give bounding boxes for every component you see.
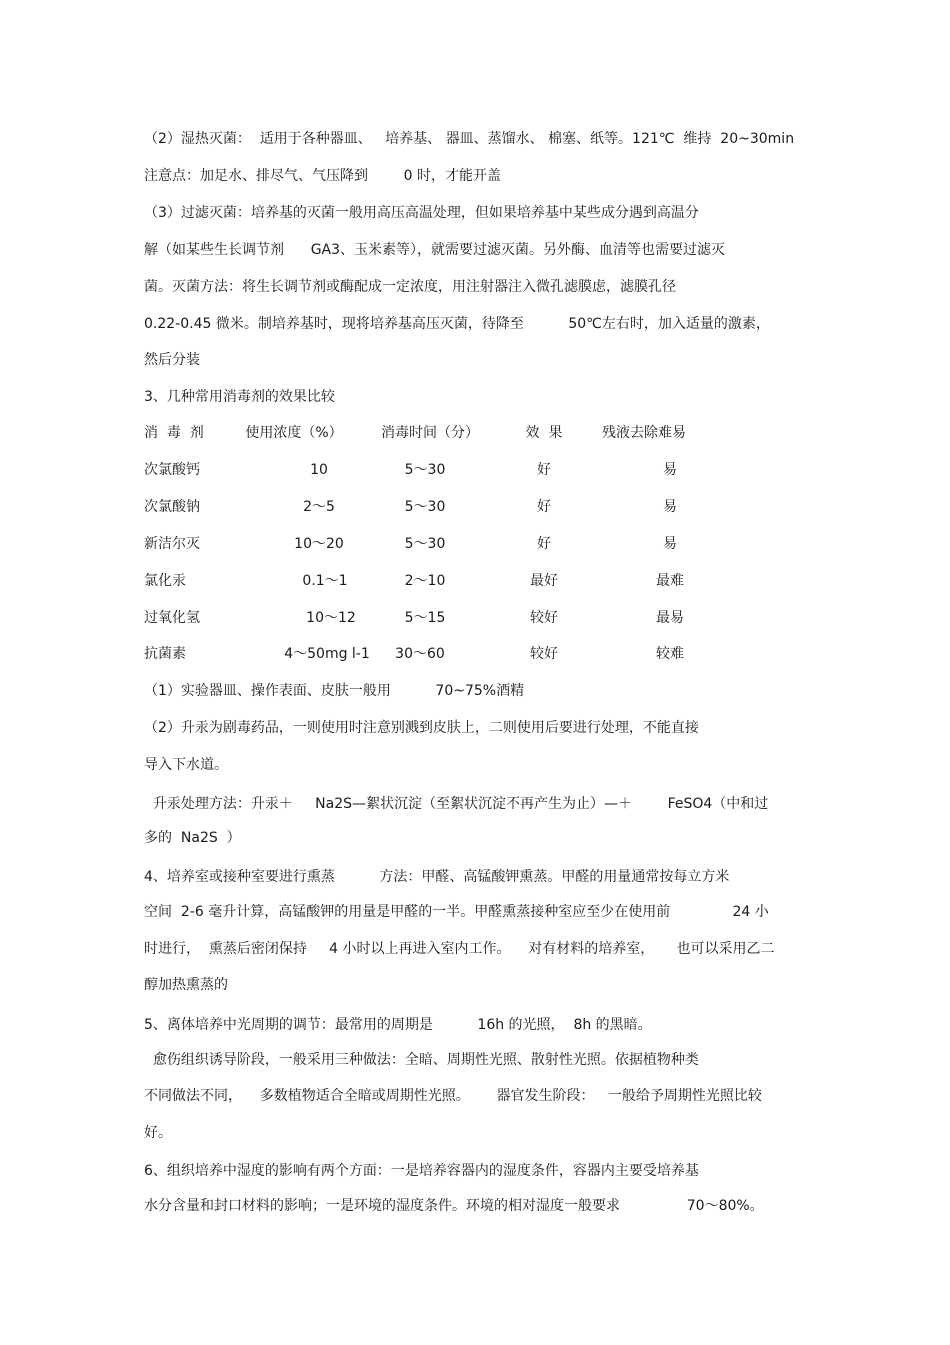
cell-name: 过氧化氢 <box>144 610 200 626</box>
cell-name: 氯化汞 <box>144 573 186 589</box>
cell-time: 30～60 <box>395 646 445 662</box>
cell-name: 抗菌素 <box>144 646 186 662</box>
text-line-alcohol: （1）实验器皿、操作表面、皮肤一般用 70~75%酒精 <box>144 683 525 699</box>
text-line-humidity-requirement: 水分含量和封口材料的影响；一是环境的湿度条件。环境的相对湿度一般要求 70～80%。 <box>144 1198 764 1214</box>
section-heading-humidity: 6、组织培养中湿度的影响有两个方面：一是培养容器内的湿度条件，容器内主要受培养基 <box>144 1163 699 1179</box>
text-line-mercury-treatment: 升汞处理方法：升汞＋ Na2S—絮状沉淀（至絮状沉淀不再产生为止）—＋ FeSO4（中和过 <box>144 796 769 812</box>
text-line-mercury-warning: （2）升汞为剧毒药品，一则使用时注意别溅到皮肤上，二则使用后要进行处理，不能直接 <box>144 720 699 736</box>
text-line-sterilization-method: 菌。灭菌方法：将生长调节剂或酶配成一定浓度，用注射器注入微孔滤膜虑，滤膜孔径 <box>144 279 676 295</box>
cell-residue: 易 <box>663 462 677 478</box>
cell-concentration: 4～50mg l-1 <box>284 646 370 662</box>
text-line-callus-induction: 愈伤组织诱导阶段，一般采用三种做法：全暗、周期性光照、散射性光照。依据植物种类 <box>144 1052 699 1068</box>
cell-name: 次氯酸钠 <box>144 499 200 515</box>
cell-effect: 好 <box>537 536 551 552</box>
cell-time: 5～30 <box>404 499 446 515</box>
text-line-precautions: 注意点：加足水、排尽气、气压降到 0 时，才能开盖 <box>144 168 501 184</box>
header-time: 消毒时间（分） <box>381 425 479 441</box>
table-row <box>144 645 724 663</box>
text-line-organogenesis: 不同做法不同， 多数植物适合全暗或周期性光照。 器官发生阶段： 一般给予周期性光照比较 <box>144 1088 762 1104</box>
text-line-mercury-drain: 导入下水道。 <box>144 757 228 773</box>
header-effect: 效 果 <box>525 425 563 441</box>
header-disinfectant: 消 毒 剂 <box>144 425 204 441</box>
cell-effect: 较好 <box>530 646 558 662</box>
cell-concentration: 10 <box>310 462 328 478</box>
text-line-filter-sterilization-cont: 解（如某些生长调节剂 GA3、玉米素等），就需要过滤灭菌。另外酶、血清等也需要过滤灭 <box>144 242 726 258</box>
cell-residue: 易 <box>663 536 677 552</box>
cell-residue: 较难 <box>656 646 684 662</box>
text-line-fumigation-dosage: 空间 2-6 毫升计算，高锰酸钾的用量是甲醛的一半。甲醛熏蒸接种室应至少在使用前 24 小 <box>144 904 769 920</box>
text-line-fumigation-timing: 时进行， 熏蒸后密闭保持 4 小时以上再进入室内工作。 对有材料的培养室， 也可以采用乙二 <box>144 941 775 957</box>
cell-concentration: 0.1～1 <box>302 573 348 589</box>
cell-effect: 好 <box>537 462 551 478</box>
cell-effect: 较好 <box>530 610 558 626</box>
cell-time: 5～30 <box>404 536 446 552</box>
cell-residue: 最易 <box>656 610 684 626</box>
cell-residue: 易 <box>663 499 677 515</box>
table-row <box>144 609 724 627</box>
cell-effect: 最好 <box>530 573 558 589</box>
text-line-then-dispense: 然后分装 <box>144 352 200 368</box>
cell-time: 5～15 <box>404 610 446 626</box>
table-row <box>144 498 724 516</box>
cell-concentration: 2～5 <box>303 499 335 515</box>
text-line-wet-heat-sterilization: （2）湿热灭菌： 适用于各种器皿、 培养基、 器皿、蒸馏水、 棉塞、纸等。121℃ 维持 20~30min <box>144 131 795 147</box>
cell-time: 5～30 <box>404 462 446 478</box>
text-line-fumigation-glycol: 醇加热熏蒸的 <box>144 977 228 993</box>
cell-residue: 最难 <box>656 573 684 589</box>
header-concentration: 使用浓度（%） <box>245 425 343 441</box>
table-row <box>144 461 724 479</box>
cell-name: 次氯酸钙 <box>144 462 200 478</box>
section-heading-disinfectants: 3、几种常用消毒剂的效果比较 <box>144 389 335 405</box>
table-row <box>144 572 724 590</box>
table-header-row <box>144 424 724 442</box>
text-line-filter-sterilization: （3）过滤灭菌：培养基的灭菌一般用高压高温处理，但如果培养基中某些成分遇到高温分 <box>144 205 699 221</box>
section-heading-photoperiod: 5、离体培养中光周期的调节：最常用的周期是 16h 的光照， 8h 的黑暗。 <box>144 1017 652 1033</box>
cell-concentration: 10～20 <box>294 536 344 552</box>
cell-effect: 好 <box>537 499 551 515</box>
text-line-mercury-treatment-cont: 多的 Na2S ） <box>144 830 241 846</box>
text-line-membrane-size: 0.22-0.45 微米。制培养基时，现将培养基高压灭菌，待降至 50℃左右时，加入适量的激素， <box>144 316 770 332</box>
section-heading-fumigation: 4、培养室或接种室要进行熏蒸 方法：甲醛、高锰酸钾熏蒸。甲醛的用量通常按每立方米 <box>144 869 730 885</box>
cell-time: 2～10 <box>404 573 446 589</box>
text-line-good: 好。 <box>144 1125 172 1141</box>
cell-name: 新洁尔灭 <box>144 536 200 552</box>
header-residue: 残液去除难易 <box>602 425 686 441</box>
table-row <box>144 535 724 553</box>
cell-concentration: 10～12 <box>306 610 356 626</box>
